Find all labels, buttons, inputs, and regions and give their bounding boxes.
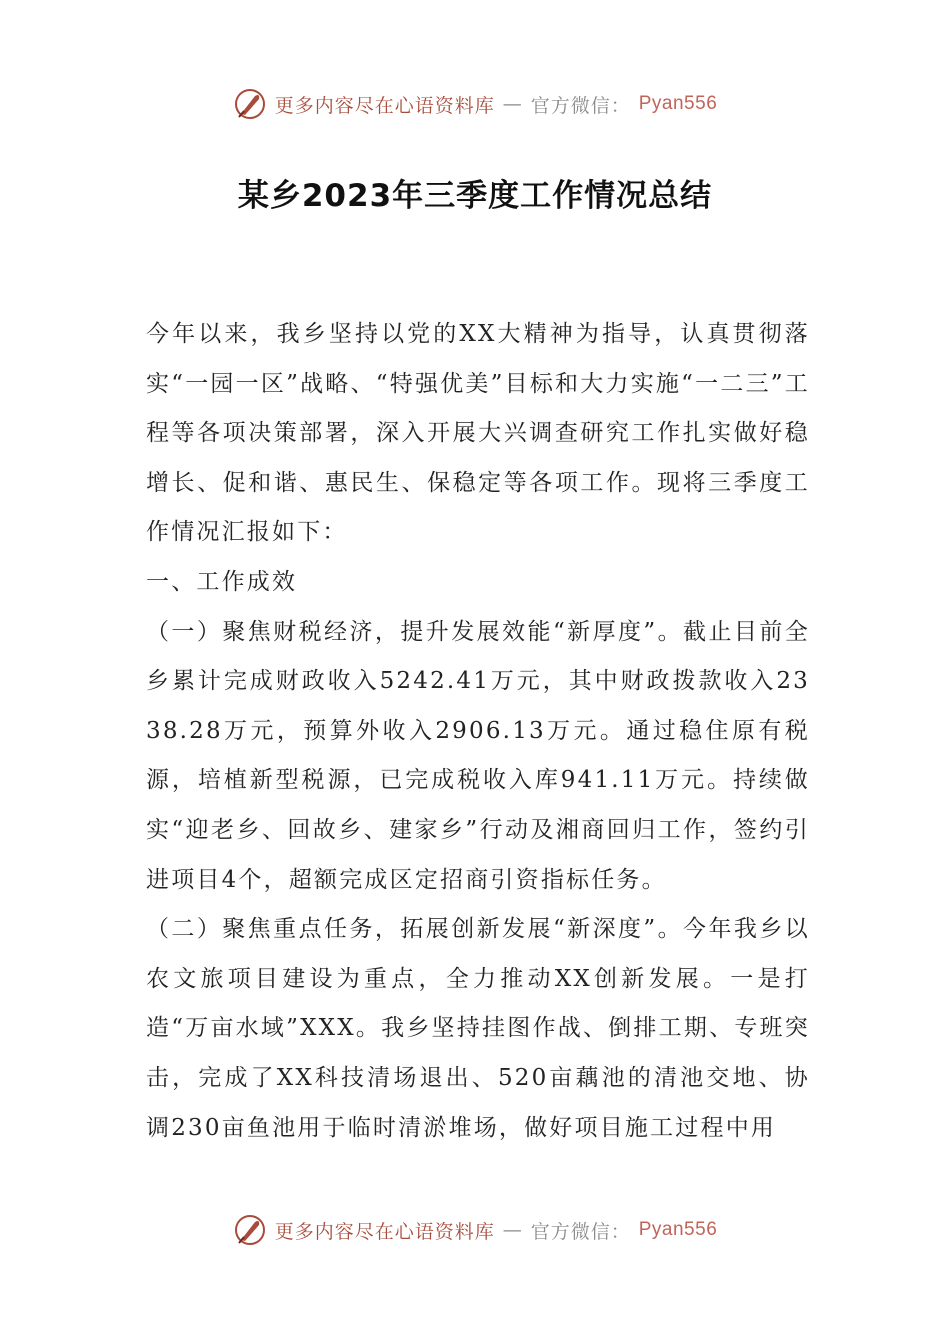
document-body [146, 310, 810, 1153]
watermark-separator: — [502, 93, 523, 115]
watermark-wechat-id: Pyan556 [638, 93, 718, 114]
watermark-library-text: 更多内容尽在心语资料库 [274, 94, 495, 117]
quill-pen-logo-icon [233, 1213, 267, 1247]
subsection-finance-paragraph: （一）聚焦财税经济，提升发展效能“新厚度”。截止目前全乡累计完成财政收入5242.41万元，其中财政拨款收入2338.28万元，预算外收入2906.13万元。通过稳住原有税源，培植新型税源，已完成税收入库941.11万元。持续做实“迎老乡、回故乡、建家乡”行动及湘商回归工作，签约引进项目4个，超额完成区定招商引资指标任务。 [146, 618, 810, 893]
quill-pen-logo-icon [233, 87, 267, 121]
intro-paragraph: 今年以来，我乡坚持以党的XX大精神为指导，认真贯彻落实“一园一区”战略、“特强优美”目标和大力实施“一二三”工程等各项决策部署，深入开展大兴调查研究工作扎实做好稳增长、促和谐、惠民生、保稳定等各项工作。现将三季度工作情况汇报如下： [146, 321, 810, 546]
watermark-banner-top [0, 84, 950, 124]
document-title: 某乡2023年三季度工作情况总结 [237, 178, 713, 214]
watermark-separator: — [502, 1219, 523, 1241]
watermark-library-text: 更多内容尽在心语资料库 [274, 1220, 495, 1243]
watermark-banner-bottom [0, 1210, 950, 1250]
watermark-wechat-label: 官方微信： [530, 1220, 631, 1243]
watermark-wechat-id: Pyan556 [638, 1219, 718, 1240]
section-heading: 一、工作成效 [146, 568, 298, 595]
subsection-key-tasks-paragraph: （二）聚焦重点任务，拓展创新发展“新深度”。今年我乡以农文旅项目建设为重点，全力推动XX创新发展。一是打造“万亩水域”XXX。我乡坚持挂图作战、倒排工期、专班突击，完成了XX科技清场退出、520亩藕池的清池交地、协调230亩鱼池用于临时清淤堆场，做好项目施工过程中用 [146, 916, 810, 1141]
watermark-wechat-label: 官方微信： [530, 94, 631, 117]
